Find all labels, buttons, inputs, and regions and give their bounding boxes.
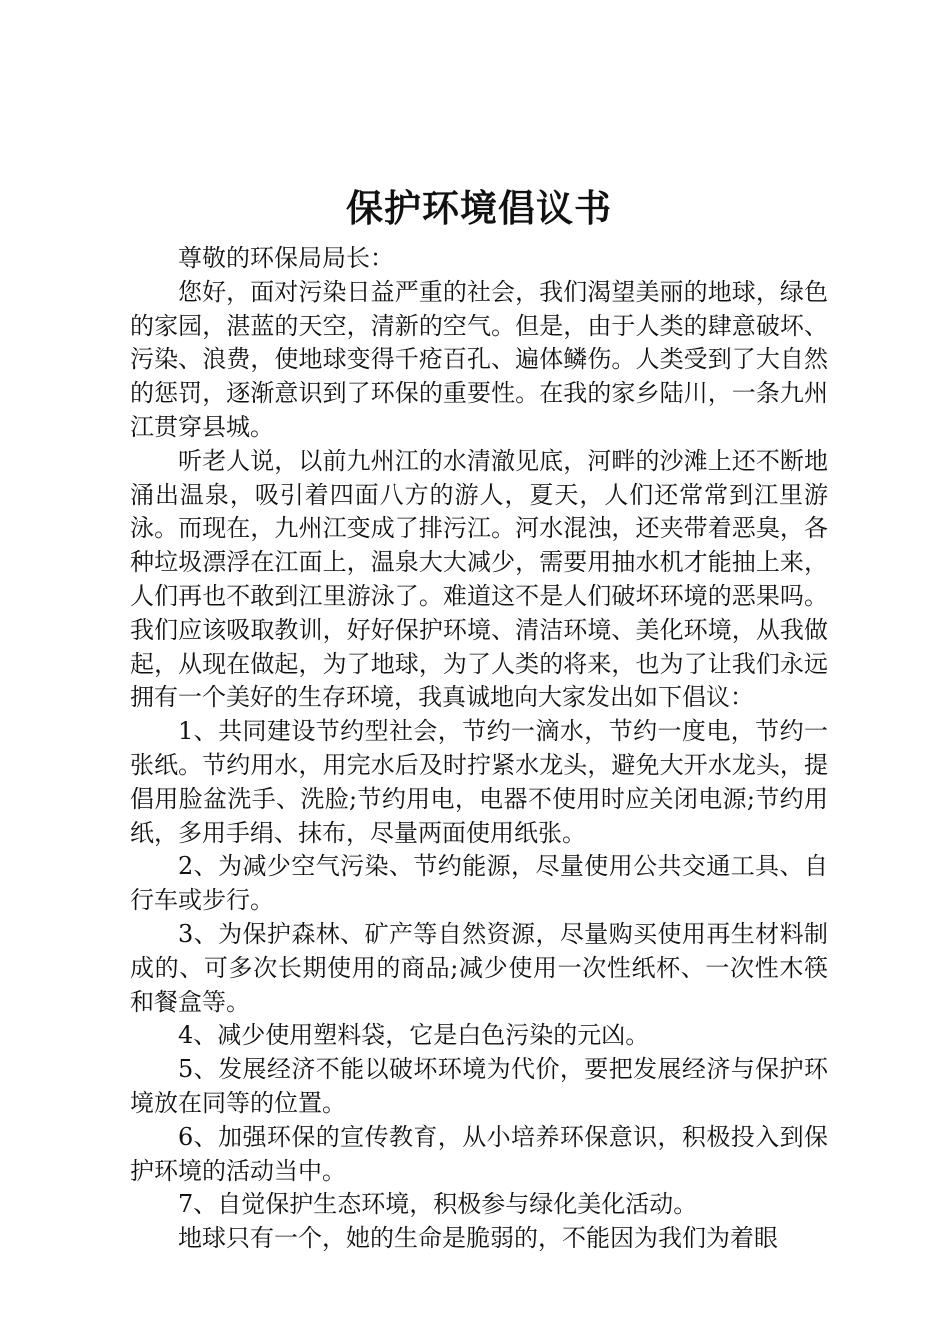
proposal-item-2: 2、为减少空气污染、节约能源，尽量使用公共交通工具、自行车或步行。 <box>130 852 828 915</box>
salutation: 尊敬的环保局局长： <box>178 244 394 272</box>
proposal-item-6: 6、加强环保的宣传教育，从小培养环保意识，积极投入到保护环境的活动当中。 <box>130 1122 828 1185</box>
document-page <box>130 186 828 1256</box>
proposal-item-5: 5、发展经济不能以破坏环境为代价，要把发展经济与保护环境放在同等的位置。 <box>130 1055 828 1117</box>
proposal-item-7: 7、自觉保护生态环境，积极参与绿化美化活动。 <box>178 1190 698 1219</box>
proposal-item-3: 3、为保护森林、矿产等自然资源，尽量购买使用再生材料制成的、可多次长期使用的商品;减少使用一次性纸杯、一次性木筷和餐盒等。 <box>130 919 828 1016</box>
proposal-item-1: 1、共同建设节约型社会，节约一滴水，节约一度电，节约一张纸。节约用水，用完水后及时拧紧水龙头，避免大开水龙头，提倡用脸盆洗手、洗脸;节约用电，电器不使用时应关闭电源;节约用纸，多用手绢、抹布，尽量两面使用纸张。 <box>130 717 828 847</box>
paragraph-closing: 地球只有一个，她的生命是脆弱的，不能因为我们为着眼 <box>178 1224 778 1253</box>
document-title: 保护环境倡议书 <box>346 187 612 230</box>
proposal-item-4: 4、减少使用塑料袋，它是白色污染的元凶。 <box>178 1021 650 1050</box>
paragraph-background: 听老人说，以前九州江的水清澈见底，河畔的沙滩上还不断地涌出温泉，吸引着四面八方的游人，夏天，人们还常常到江里游泳。而现在，九州江变成了排污江。河水混浊，还夹带着恶臭，各种垃圾漂浮在江面上，温泉大大减少，需要用抽水机才能抽上来，人们再也不敢到江里游泳了。难道这不是人们破坏环境的恶果吗。我们应该吸取教训，好好保护环境、清洁环境、美化环境，从我做起，从现在做起，为了地球，为了人类的将来，也为了让我们永远拥有一个美好的生存环境，我真诚地向大家发出如下倡议： <box>130 446 828 712</box>
paragraph-greeting: 您好，面对污染日益严重的社会，我们渴望美丽的地球，绿色的家园，湛蓝的天空，清新的空气。但是，由于人类的肆意破坏、污染、浪费，使地球变得千疮百孔、遍体鳞伤。人类受到了大自然的惩罚，逐渐意识到了环保的重要性。在我的家乡陆川，一条九州江贯穿县城。 <box>130 277 828 441</box>
